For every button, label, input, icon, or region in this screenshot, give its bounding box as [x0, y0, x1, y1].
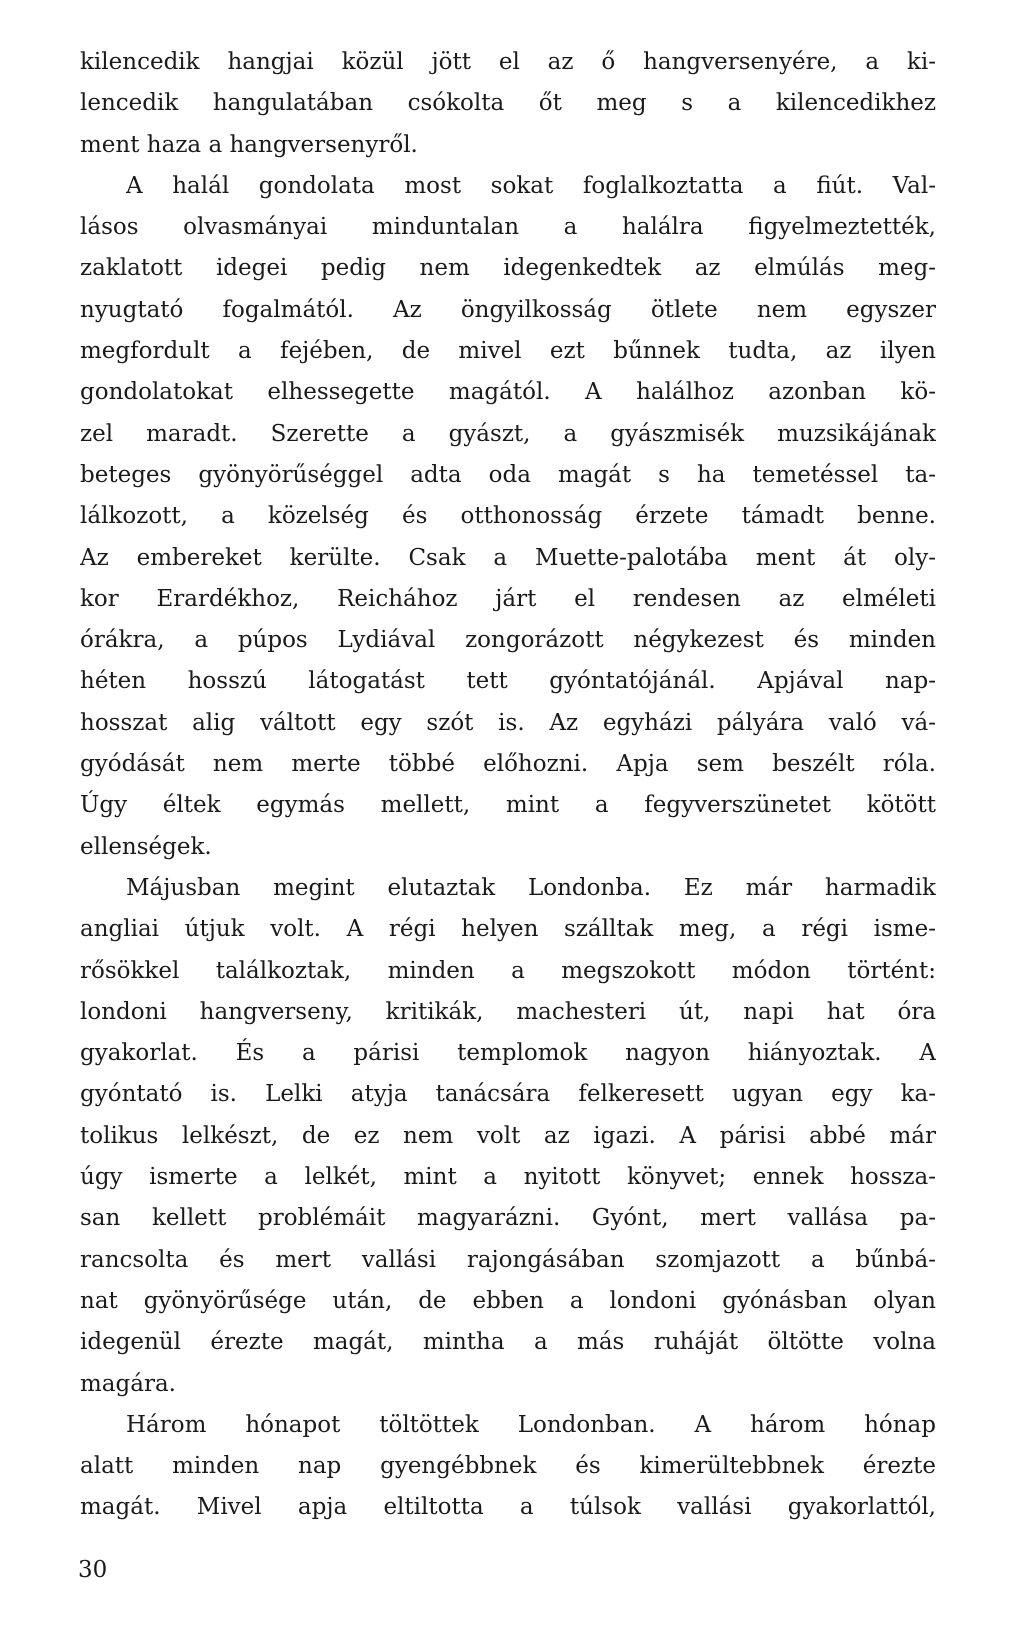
text-line: magára. — [80, 1370, 176, 1397]
text-line: ellenségek. — [80, 833, 212, 860]
text-line: kilencedik hangjai közül jött el az ő hangversenyére, a ki- — [80, 49, 936, 75]
text-line: angliai útjuk volt. A régi helyen szálltak meg, a régi isme- — [80, 916, 936, 943]
text-line: gyóntató is. Lelki atyja tanácsára felkeresett ugyan egy ka- — [80, 1081, 936, 1108]
text-line: úgy ismerte a lelkét, mint a nyitott könyvet; ennek hossza- — [80, 1164, 936, 1191]
text-line: gyakorlat. És a párisi templomok nagyon hiányoztak. A — [80, 1040, 936, 1067]
text-line: idegenül érezte magát, mintha a más ruháját öltötte volna — [80, 1329, 936, 1356]
page-number: 30 — [78, 1557, 108, 1583]
text-line: lencedik hangulatában csókolta őt meg s a kilencedikhez — [80, 90, 936, 117]
text-line: alatt minden nap gyengébbnek és kimerültebbnek érezte — [80, 1453, 936, 1480]
text-line: Májusban megint elutaztak Londonba. Ez már harmadik — [126, 874, 936, 901]
text-line: rancsolta és mert vallási rajongásában szomjazott a bűnbá- — [80, 1246, 936, 1273]
text-line: hosszat alig váltott egy szót is. Az egyházi pályára való vá- — [80, 709, 936, 736]
text-line: magát. Mivel apja eltiltotta a túlsok vallási gyakorlattól, — [80, 1494, 936, 1521]
text-line: rősökkel találkoztak, minden a megszokott módon történt: — [80, 957, 936, 984]
text-line: zaklatott idegei pedig nem idegenkedtek az elmúlás meg- — [80, 255, 936, 282]
text-line: ment haza a hangversenyről. — [80, 131, 418, 158]
text-line: gyódását nem merte többé előhozni. Apja sem beszélt róla. — [80, 751, 936, 778]
text-line: lásos olvasmányai minduntalan a halálra figyelmeztették, — [80, 214, 936, 241]
text-line: san kellett problémáit magyarázni. Gyónt, mert vallása pa- — [80, 1205, 936, 1232]
text-line: Az embereket kerülte. Csak a Muette-palotába ment át oly- — [80, 544, 936, 571]
text-line: órákra, a púpos Lydiával zongorázott négykezest és minden — [80, 627, 936, 654]
text-line: zel maradt. Szerette a gyászt, a gyászmisék muzsikájának — [80, 420, 936, 447]
text-line: tolikus lelkészt, de ez nem volt az igazi. A párisi abbé már — [80, 1122, 936, 1149]
text-line: gondolatokat elhessegette magától. A halálhoz azonban kö- — [80, 379, 936, 406]
text-line: londoni hangverseny, kritikák, machesteri út, napi hat óra — [80, 998, 936, 1025]
text-line: héten hosszú látogatást tett gyóntatójánál. Apjával nap- — [80, 668, 936, 695]
text-line: lálkozott, a közelség és otthonosság érzete támadt benne. — [80, 503, 936, 530]
text-line: megfordult a fejében, de mivel ezt bűnnek tudta, az ilyen — [80, 338, 936, 365]
text-line: beteges gyönyörűséggel adta oda magát s ha temetéssel ta- — [80, 461, 936, 488]
text-line: nat gyönyörűsége után, de ebben a londoni gyónásban olyan — [80, 1287, 936, 1314]
text-line: Úgy éltek egymás mellett, mint a fegyverszünetet kötött — [80, 792, 936, 819]
text-line: kor Erardékhoz, Reichához járt el rendesen az elméleti — [80, 585, 936, 612]
text-line: Három hónapot töltöttek Londonban. A három hónap — [126, 1411, 936, 1438]
text-line: nyugtató fogalmától. Az öngyilkosság ötlete nem egyszer — [80, 296, 936, 323]
text-line: A halál gondolata most sokat foglalkoztatta a fiút. Val- — [126, 172, 936, 199]
body-text — [80, 42, 936, 1529]
